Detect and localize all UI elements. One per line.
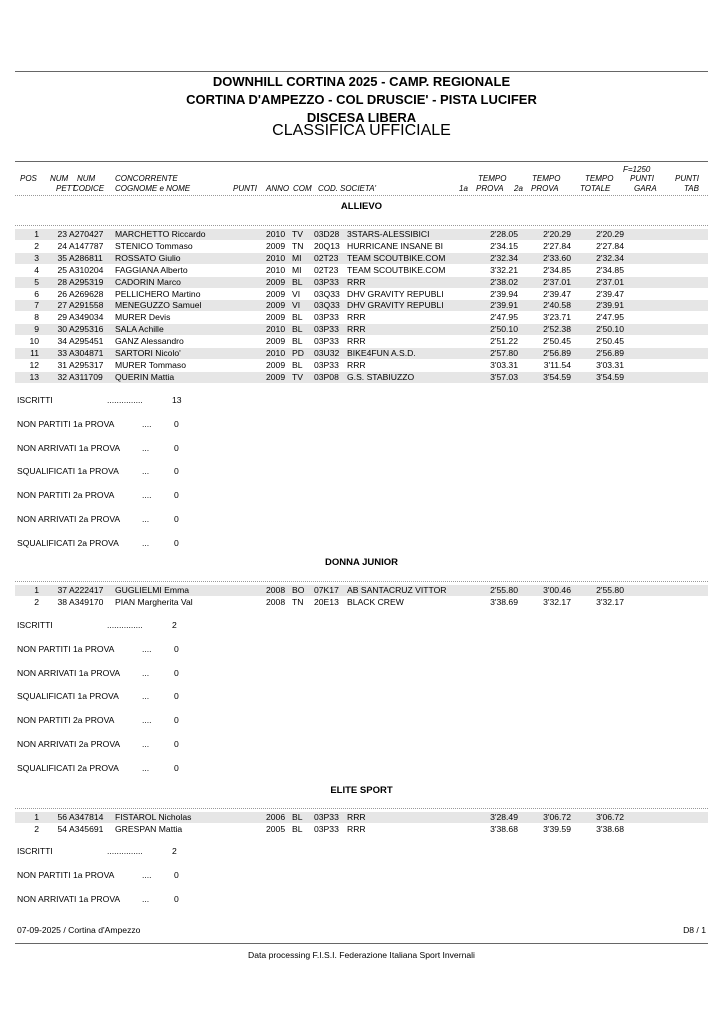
cell-anno: 2008 <box>266 596 286 607</box>
cell-com: MI <box>292 264 302 275</box>
stat-value: 2 <box>172 846 177 856</box>
cell-com: BL <box>292 336 303 347</box>
section-rule-allievo <box>15 225 708 226</box>
cell-p1: 3'03.31 <box>490 359 518 370</box>
table-row <box>15 241 708 252</box>
cell-pos: 5 <box>34 276 39 287</box>
cell-anno: 2009 <box>266 276 286 287</box>
cell-p2: 3'23.71 <box>543 312 571 323</box>
cell-p1: 3'32.21 <box>490 264 518 275</box>
section-title-donna-junior: DONNA JUNIOR <box>324 557 398 568</box>
cell-pett: 27 <box>57 300 67 311</box>
cell-p1: 3'38.68 <box>490 823 518 834</box>
cell-pos: 1 <box>34 812 39 822</box>
stat-value: 0 <box>174 442 179 453</box>
cell-tot: 3'38.68 <box>596 823 624 834</box>
stat-dots: ... <box>142 442 150 453</box>
cell-com: TV <box>292 229 303 239</box>
stat-value: 13 <box>172 395 182 405</box>
cell-pos: 10 <box>29 336 39 347</box>
stat-dots: .... <box>142 869 152 880</box>
cell-tot: 2'37.01 <box>596 276 624 287</box>
cell-nome: FAGGIANA Alberto <box>115 264 188 275</box>
cell-nome: GRESPAN Mattia <box>115 823 183 834</box>
cell-societa: RRR <box>347 812 366 822</box>
cell-codice: A347814 <box>69 812 104 822</box>
cell-p1: 2'28.05 <box>490 229 518 239</box>
cell-cod: 03Q33 <box>314 300 340 311</box>
stat-label: NON PARTITI 1a PROVA <box>17 643 115 654</box>
cell-societa: TEAM SCOUTBIKE.COM <box>347 264 446 275</box>
cell-nome: PELLICHERO Martino <box>115 288 201 299</box>
cell-nome: MURER Devis <box>115 312 171 323</box>
col-totale: TOTALE <box>580 184 611 193</box>
cell-p2: 2'33.60 <box>543 252 571 263</box>
col-punti-gara-1: PUNTI <box>630 174 654 183</box>
cell-codice: A270427 <box>69 229 104 239</box>
cell-societa: RRR <box>347 324 366 335</box>
cell-tot: 3'06.72 <box>596 812 624 822</box>
cell-anno: 2008 <box>266 585 286 595</box>
cell-societa: RRR <box>347 336 366 347</box>
cell-cod: 03P08 <box>314 371 339 382</box>
table-row <box>15 229 708 240</box>
cell-p2: 3'06.72 <box>543 812 571 822</box>
cell-anno: 2009 <box>266 371 286 382</box>
cell-societa: DHV GRAVITY REPUBLI <box>347 288 444 299</box>
cell-pett: 56 <box>57 812 67 822</box>
cell-cod: 20Q13 <box>314 240 340 251</box>
cell-p1: 2'51.22 <box>490 336 518 347</box>
cell-anno: 2010 <box>266 324 286 335</box>
table-row <box>15 360 708 371</box>
cell-codice: A295319 <box>69 276 104 287</box>
section-title-allievo: ALLIEVO <box>340 201 383 212</box>
cell-tot: 3'54.59 <box>596 371 624 382</box>
cell-p2: 3'11.54 <box>543 359 571 370</box>
cell-cod: 03P33 <box>314 812 339 822</box>
cell-pett: 32 <box>57 371 67 382</box>
cell-codice: A222417 <box>69 585 104 595</box>
stat-label: NON ARRIVATI 1a PROVA <box>17 667 121 678</box>
footer-rule <box>15 943 708 944</box>
cell-tot: 2'20.29 <box>596 229 624 239</box>
cell-pos: 8 <box>34 312 39 323</box>
col-cod: COD. <box>318 184 338 193</box>
stat-dots: .... <box>142 643 152 654</box>
col-cognome-nome: COGNOME e NOME <box>115 184 191 193</box>
cell-codice: A286811 <box>69 252 103 263</box>
table-row <box>15 312 708 323</box>
cell-codice: A295316 <box>69 324 104 335</box>
cell-p1: 3'57.03 <box>490 371 518 382</box>
cell-p1: 2'38.02 <box>490 276 518 287</box>
cell-tot: 2'39.47 <box>596 288 624 299</box>
cell-pett: 38 <box>57 596 67 607</box>
cell-tot: 2'50.10 <box>596 324 624 335</box>
cell-pos: 9 <box>34 324 39 335</box>
section-title-elite-sport: ELITE SPORT <box>330 785 393 796</box>
cell-societa: RRR <box>347 359 366 370</box>
stat-label: NON ARRIVATI 2a PROVA <box>17 738 121 749</box>
table-row <box>15 324 708 335</box>
cell-p1: 3'28.49 <box>490 812 518 822</box>
stat-dots: ... <box>142 738 150 749</box>
stat-label: ISCRITTI <box>17 846 53 856</box>
cell-p2: 2'27.84 <box>543 240 571 251</box>
cell-tot: 2'32.34 <box>596 252 624 263</box>
stat-label: SQUALIFICATI 2a PROVA <box>17 762 119 773</box>
stat-label: NON ARRIVATI 1a PROVA <box>17 442 121 453</box>
cell-cod: 03P33 <box>314 823 339 834</box>
cell-cod: 03P33 <box>314 359 339 370</box>
cell-com: BL <box>292 276 303 287</box>
cell-anno: 2009 <box>266 300 286 311</box>
cell-tot: 2'34.85 <box>596 264 624 275</box>
table-row <box>15 585 708 596</box>
col-punti-tab-2: TAB <box>684 184 699 193</box>
cell-anno: 2006 <box>266 812 286 822</box>
cell-p1: 2'32.34 <box>490 252 518 263</box>
cell-nome: STENICO Tommaso <box>115 240 193 251</box>
cell-pett: 33 <box>57 348 67 358</box>
cell-cod: 02T23 <box>314 264 339 275</box>
stat-label: NON PARTITI 2a PROVA <box>17 490 115 500</box>
col-anno: ANNO <box>266 184 290 193</box>
cell-societa: 3STARS-ALESSIBICI <box>347 229 430 239</box>
cell-pett: 35 <box>57 252 67 263</box>
cell-com: MI <box>292 252 302 263</box>
cell-societa: RRR <box>347 312 366 323</box>
cell-cod: 03D28 <box>314 229 340 239</box>
col-pos: POS <box>20 174 37 183</box>
stat-value: 0 <box>174 513 179 524</box>
cell-anno: 2009 <box>266 288 286 299</box>
cell-cod: 03P33 <box>314 324 339 335</box>
cell-com: PD <box>292 348 304 358</box>
stat-label: NON PARTITI 2a PROVA <box>17 715 115 725</box>
cell-p1: 2'39.94 <box>490 288 518 299</box>
section-rule-donna-junior <box>15 581 708 582</box>
stat-dots: .... <box>142 715 152 725</box>
cell-p2: 2'56.89 <box>543 348 571 358</box>
cell-cod: 03U32 <box>314 348 340 358</box>
cell-anno: 2010 <box>266 252 286 263</box>
cell-codice: A291558 <box>69 300 104 311</box>
cell-com: BL <box>292 312 303 323</box>
column-header-rule <box>15 161 708 162</box>
table-row <box>15 277 708 288</box>
venue-title: CORTINA D'AMPEZZO - COL DRUSCIE' - PISTA LUCIFER <box>186 92 537 107</box>
col-pett: PETT <box>56 184 77 193</box>
cell-pos: 13 <box>29 371 39 382</box>
cell-com: TN <box>292 240 304 251</box>
table-row <box>15 265 708 276</box>
stat-dots: ............... <box>107 846 143 856</box>
cell-pos: 12 <box>29 359 39 370</box>
col-1a: 1a <box>459 184 468 193</box>
col-2a: 2a <box>514 184 523 193</box>
table-row <box>15 597 708 608</box>
cell-anno: 2010 <box>266 348 286 358</box>
cell-codice: A310204 <box>69 264 104 275</box>
cell-cod: 20E13 <box>314 596 339 607</box>
cell-pos: 3 <box>34 252 39 263</box>
cell-codice: A304871 <box>69 348 104 358</box>
stat-label: ISCRITTI <box>17 395 53 405</box>
cell-societa: RRR <box>347 823 366 834</box>
cell-p2: 2'34.85 <box>543 264 571 275</box>
col-punti-tab-1: PUNTI <box>675 174 699 183</box>
cell-p2: 2'20.29 <box>543 229 571 239</box>
cell-pos: 1 <box>34 585 39 595</box>
cell-pett: 23 <box>57 229 67 239</box>
stat-label: NON PARTITI 1a PROVA <box>17 418 115 429</box>
cell-p2: 2'50.45 <box>543 336 571 347</box>
stat-value: 0 <box>174 893 179 904</box>
stat-label: NON PARTITI 1a PROVA <box>17 869 115 880</box>
cell-p2: 3'54.59 <box>543 371 571 382</box>
col-tempo-tot: TEMPO <box>585 174 614 183</box>
cell-tot: 2'39.91 <box>596 300 624 311</box>
cell-com: BL <box>292 812 303 822</box>
cell-anno: 2009 <box>266 240 286 251</box>
stat-dots: ... <box>142 667 150 678</box>
cell-codice: A295317 <box>69 359 104 370</box>
stat-value: 2 <box>172 620 177 630</box>
cell-codice: A295451 <box>69 336 104 347</box>
stat-value: 0 <box>174 490 179 500</box>
stat-dots: .... <box>142 490 152 500</box>
cell-p2: 3'32.17 <box>543 596 571 607</box>
stat-value: 0 <box>174 537 179 548</box>
cell-tot: 2'50.45 <box>596 336 624 347</box>
discipline-title: DISCESA LIBERA <box>306 110 417 125</box>
cell-p1: 2'39.91 <box>490 300 518 311</box>
cell-nome: SALA Achille <box>115 324 164 335</box>
cell-p2: 2'40.58 <box>543 300 571 311</box>
col-num-2: NUM <box>77 174 96 183</box>
table-row <box>15 300 708 311</box>
cell-tot: 3'03.31 <box>596 359 624 370</box>
stat-value: 0 <box>174 667 179 678</box>
stat-dots: ... <box>142 762 150 773</box>
cell-tot: 3'32.17 <box>596 596 624 607</box>
cell-anno: 2009 <box>266 359 286 370</box>
stat-dots: ... <box>142 691 150 702</box>
stat-value: 0 <box>174 715 179 725</box>
cell-codice: A269628 <box>69 288 104 299</box>
col-prova-2: PROVA <box>531 184 559 193</box>
cell-pett: 34 <box>57 336 67 347</box>
cell-com: TN <box>292 596 304 607</box>
cell-p2: 2'37.01 <box>543 276 571 287</box>
cell-societa: TEAM SCOUTBIKE.COM <box>347 252 446 263</box>
cell-nome: PIAN Margherita Val <box>115 596 193 607</box>
top-rule <box>15 71 708 72</box>
cell-anno: 2010 <box>266 229 286 239</box>
cell-tot: 2'56.89 <box>596 348 624 358</box>
cell-p1: 2'34.15 <box>490 240 518 251</box>
cell-societa: HURRICANE INSANE BI <box>347 240 443 251</box>
col-concorrente: CONCORRENTE <box>115 174 178 183</box>
cell-nome: ROSSATO Giulio <box>115 252 181 263</box>
table-row <box>15 372 708 383</box>
stat-value: 0 <box>174 691 179 702</box>
cell-societa: RRR <box>347 276 366 287</box>
cell-pett: 54 <box>57 823 67 834</box>
cell-p1: 2'57.80 <box>490 348 518 358</box>
cell-nome: MARCHETTO Riccardo <box>115 229 206 239</box>
cell-p2: 3'39.59 <box>543 823 571 834</box>
stat-label: NON ARRIVATI 2a PROVA <box>17 513 121 524</box>
cell-cod: 02T23 <box>314 252 339 263</box>
cell-p2: 3'00.46 <box>543 585 571 595</box>
stat-label: ISCRITTI <box>17 620 53 630</box>
cell-pos: 2 <box>34 596 39 607</box>
cell-p2: 2'52.38 <box>543 324 571 335</box>
col-societa: SOCIETA' <box>340 184 377 193</box>
cell-pett: 30 <box>57 324 67 335</box>
cell-anno: 2010 <box>266 264 286 275</box>
col-num-1: NUM <box>50 174 69 183</box>
cell-p1: 2'47.95 <box>490 312 518 323</box>
stat-dots: ............... <box>107 620 143 630</box>
cell-pos: 1 <box>34 229 39 239</box>
cell-nome: MENEGUZZO Samuel <box>115 300 202 311</box>
col-com: COM <box>293 184 312 193</box>
cell-pos: 7 <box>34 300 39 311</box>
cell-tot: 2'27.84 <box>596 240 624 251</box>
col-tempo-2: TEMPO <box>532 174 561 183</box>
event-title: DOWNHILL CORTINA 2025 - CAMP. REGIONALE <box>212 74 511 89</box>
cell-societa: AB SANTACRUZ VITTOR <box>347 585 447 595</box>
cell-pett: 29 <box>57 312 67 323</box>
cell-pos: 6 <box>34 288 39 299</box>
cell-nome: GUGLIELMI Emma <box>115 585 190 595</box>
stat-value: 0 <box>174 418 179 429</box>
cell-anno: 2009 <box>266 336 286 347</box>
cell-nome: FISTAROL Nicholas <box>115 812 192 822</box>
stat-value: 0 <box>174 869 179 880</box>
cell-nome: QUERIN Mattia <box>115 371 175 382</box>
cell-anno: 2009 <box>266 312 286 323</box>
table-row <box>15 253 708 264</box>
col-punti: PUNTI <box>233 184 257 193</box>
cell-pett: 37 <box>57 585 67 595</box>
cell-com: VI <box>292 300 301 311</box>
stat-value: 0 <box>174 762 179 773</box>
cell-com: BO <box>292 585 305 595</box>
cell-codice: A147787 <box>69 240 104 251</box>
classification-title: CLASSIFICA UFFICIALE <box>272 122 451 139</box>
stat-dots: ... <box>142 537 150 548</box>
cell-codice: A311709 <box>69 371 103 382</box>
stat-label: SQUALIFICATI 1a PROVA <box>17 691 119 702</box>
cell-cod: 03Q33 <box>314 288 340 299</box>
cell-cod: 03P33 <box>314 336 339 347</box>
cell-pett: 24 <box>57 240 67 251</box>
cell-pett: 28 <box>57 276 67 287</box>
cell-com: BL <box>292 324 303 335</box>
cell-com: BL <box>292 359 303 370</box>
footer-processing: Data processing F.I.S.I. Federazione Italiana Sport Invernali <box>248 950 475 960</box>
stat-dots: ............... <box>107 395 143 405</box>
stat-dots: ... <box>142 466 150 477</box>
stat-label: NON ARRIVATI 1a PROVA <box>17 893 121 904</box>
cell-pos: 2 <box>34 240 39 251</box>
cell-tot: 2'55.80 <box>596 585 624 595</box>
stat-dots: ... <box>142 893 150 904</box>
table-row <box>15 348 708 359</box>
cell-nome: SARTORI Nicolo' <box>115 348 181 358</box>
footer-date-place: 07-09-2025 / Cortina d'Ampezzo <box>17 925 141 935</box>
cell-nome: CADORIN Marco <box>115 276 181 287</box>
stat-value: 0 <box>174 466 179 477</box>
cell-com: BL <box>292 823 303 834</box>
col-codice: CODICE <box>73 184 105 193</box>
footer-page-number: D8 / 1 <box>683 925 706 935</box>
stat-value: 0 <box>174 643 179 654</box>
cell-codice: A349170 <box>69 596 104 607</box>
cell-com: TV <box>292 371 303 382</box>
table-row <box>15 336 708 347</box>
cell-societa: BLACK CREW <box>347 596 404 607</box>
cell-pos: 2 <box>34 823 39 834</box>
table-row <box>15 824 708 835</box>
cell-societa: BIKE4FUN A.S.D. <box>347 348 416 358</box>
cell-pos: 4 <box>34 264 39 275</box>
col-f-value: F=1250 <box>623 165 651 174</box>
cell-com: VI <box>292 288 301 299</box>
cell-pett: 26 <box>57 288 67 299</box>
cell-cod: 03P33 <box>314 312 339 323</box>
col-prova-1: PROVA <box>476 184 504 193</box>
stat-label: SQUALIFICATI 2a PROVA <box>17 537 119 548</box>
header-bottom-rule <box>15 195 708 196</box>
cell-nome: GANZ Alessandro <box>115 336 184 347</box>
stat-dots: ... <box>142 513 150 524</box>
table-row <box>15 812 708 823</box>
cell-anno: 2005 <box>266 823 286 834</box>
col-tempo-1: TEMPO <box>478 174 507 183</box>
cell-p2: 2'39.47 <box>543 288 571 299</box>
cell-cod: 03P33 <box>314 276 339 287</box>
col-punti-gara-2: GARA <box>634 184 657 193</box>
stat-value: 0 <box>174 738 179 749</box>
cell-p1: 2'55.80 <box>490 585 518 595</box>
cell-p1: 2'50.10 <box>490 324 518 335</box>
cell-tot: 2'47.95 <box>596 312 624 323</box>
stat-dots: .... <box>142 418 152 429</box>
cell-pett: 25 <box>57 264 67 275</box>
table-row <box>15 289 708 300</box>
cell-societa: G.S. STABIUZZO <box>347 371 415 382</box>
cell-codice: A345691 <box>69 823 104 834</box>
cell-pos: 11 <box>30 348 39 358</box>
cell-pett: 31 <box>57 359 67 370</box>
cell-p1: 3'38.69 <box>490 596 518 607</box>
section-rule-elite-sport <box>15 808 708 809</box>
stat-label: SQUALIFICATI 1a PROVA <box>17 466 119 477</box>
cell-codice: A349034 <box>69 312 104 323</box>
cell-cod: 07K17 <box>314 585 339 595</box>
cell-societa: DHV GRAVITY REPUBLI <box>347 300 444 311</box>
cell-nome: MURER Tommaso <box>115 359 186 370</box>
